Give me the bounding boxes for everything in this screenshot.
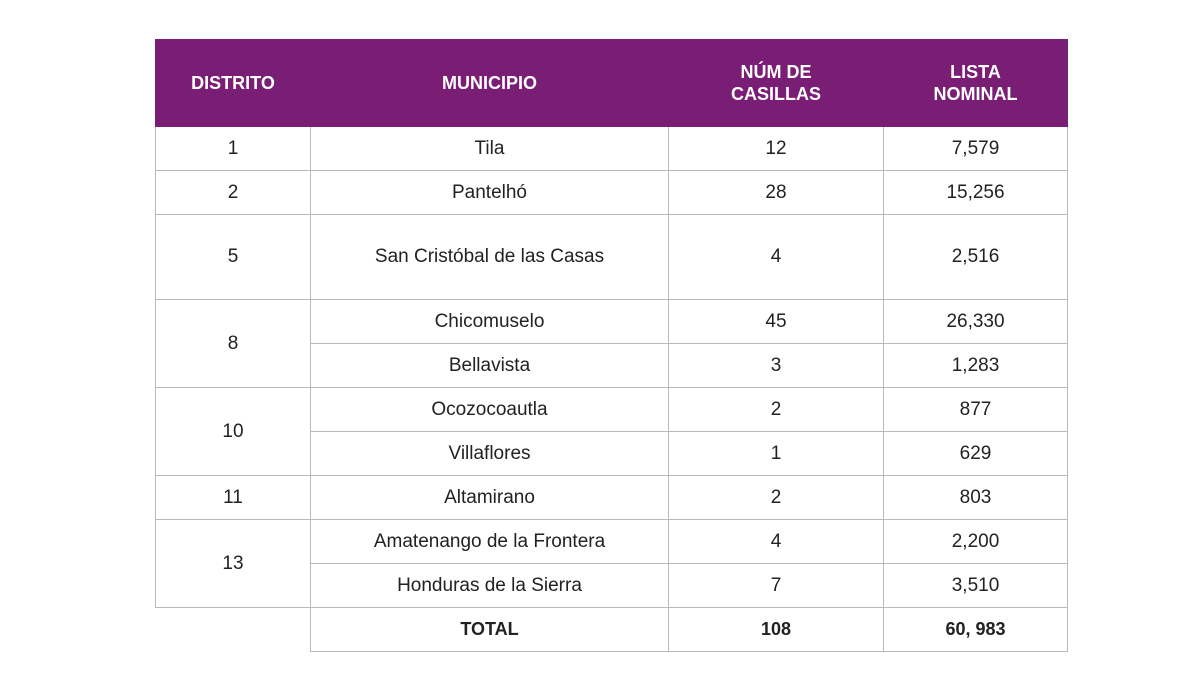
- header-row: [156, 40, 1068, 127]
- blank-cell: [156, 608, 311, 652]
- cell-casillas: 3: [669, 344, 884, 388]
- cell-municipio: Chicomuselo: [311, 300, 669, 344]
- cell-municipio: Honduras de la Sierra: [311, 564, 669, 608]
- cell-casillas: 4: [669, 520, 884, 564]
- cell-casillas: 2: [669, 476, 884, 520]
- table-row: [156, 520, 1068, 564]
- table-header: [156, 40, 1068, 127]
- cell-casillas: 45: [669, 300, 884, 344]
- cell-municipio: Altamirano: [311, 476, 669, 520]
- cell-lista-nominal: 2,200: [884, 520, 1068, 564]
- cell-lista-nominal: 803: [884, 476, 1068, 520]
- cell-lista-nominal: 26,330: [884, 300, 1068, 344]
- header-casillas: NÚM DE CASILLAS: [669, 40, 884, 127]
- cell-lista-nominal: 2,516: [884, 215, 1068, 300]
- header-municipio: MUNICIPIO: [311, 40, 669, 127]
- cell-distrito: 1: [156, 127, 311, 171]
- cell-municipio: Tila: [311, 127, 669, 171]
- cell-municipio: Pantelhó: [311, 171, 669, 215]
- table-row: [156, 300, 1068, 344]
- cell-municipio: Bellavista: [311, 344, 669, 388]
- cell-municipio: Amatenango de la Frontera: [311, 520, 669, 564]
- cell-distrito: 13: [156, 520, 311, 608]
- table-row: [156, 388, 1068, 432]
- cell-municipio: San Cristóbal de las Casas: [311, 215, 669, 300]
- results-table: [155, 39, 1068, 652]
- cell-distrito: 2: [156, 171, 311, 215]
- total-lista-nominal: 60, 983: [884, 608, 1068, 652]
- cell-casillas: 7: [669, 564, 884, 608]
- table-row: [156, 476, 1068, 520]
- cell-distrito: 11: [156, 476, 311, 520]
- cell-casillas: 1: [669, 432, 884, 476]
- table-row: [156, 127, 1068, 171]
- cropped-title: [150, 0, 1030, 7]
- cell-casillas: 4: [669, 215, 884, 300]
- table-row: [156, 171, 1068, 215]
- header-distrito: DISTRITO: [156, 40, 311, 127]
- total-label: TOTAL: [311, 608, 669, 652]
- cell-municipio: Villaflores: [311, 432, 669, 476]
- cell-lista-nominal: 629: [884, 432, 1068, 476]
- table-body: [156, 127, 1068, 652]
- cell-lista-nominal: 1,283: [884, 344, 1068, 388]
- table-row: [156, 215, 1068, 300]
- cell-lista-nominal: 15,256: [884, 171, 1068, 215]
- total-row: [156, 608, 1068, 652]
- total-casillas: 108: [669, 608, 884, 652]
- cell-lista-nominal: 7,579: [884, 127, 1068, 171]
- cell-lista-nominal: 3,510: [884, 564, 1068, 608]
- cell-casillas: 28: [669, 171, 884, 215]
- cell-casillas: 12: [669, 127, 884, 171]
- cell-lista-nominal: 877: [884, 388, 1068, 432]
- cell-municipio: Ocozocoautla: [311, 388, 669, 432]
- header-lista-nominal: LISTA NOMINAL: [884, 40, 1068, 127]
- cell-casillas: 2: [669, 388, 884, 432]
- cell-distrito: 8: [156, 300, 311, 388]
- cell-distrito: 10: [156, 388, 311, 476]
- cell-distrito: 5: [156, 215, 311, 300]
